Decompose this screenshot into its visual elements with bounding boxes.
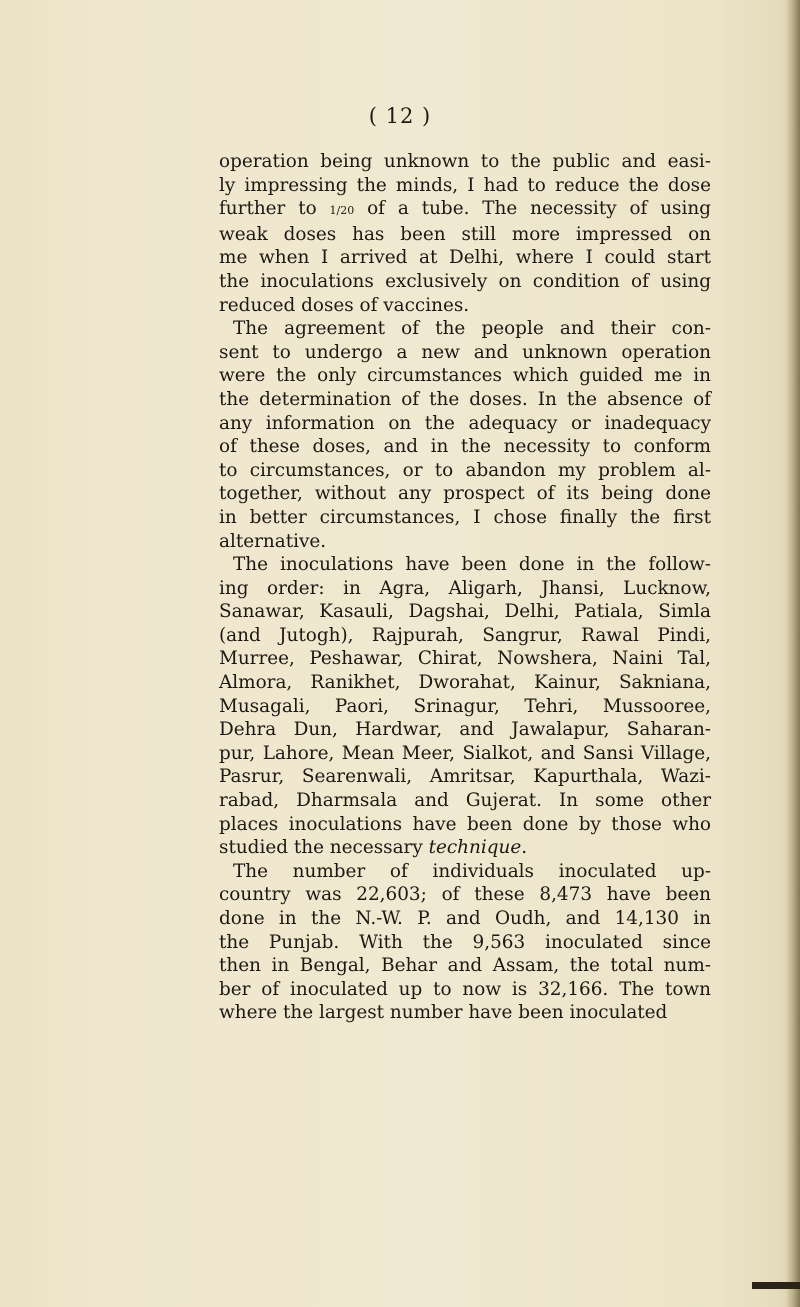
text-line: The agreement of the people and their con- xyxy=(233,318,711,340)
text-line: ly impressing the minds, I had to reduce the dose xyxy=(219,174,711,196)
text-line: Musagali, Paori, Srinagur, Tehri, Mussooree, xyxy=(219,695,711,717)
fraction: 1/20 xyxy=(329,204,355,218)
text-line: (and Jutogh), Rajpurah, Sangrur, Rawal Pindi, xyxy=(219,624,711,646)
page-number: ( 12 ) xyxy=(368,104,432,128)
text-line: pur, Lahore, Mean Meer, Sialkot, and Sansi Village, xyxy=(219,742,711,764)
text-line: the inoculations exclusively on condition of using xyxy=(219,270,711,292)
text-line: places inoculations have been done by those who xyxy=(219,813,711,835)
text-line: any information on the adequacy or inadequacy xyxy=(219,412,711,434)
text-line: then in Bengal, Behar and Assam, the total num- xyxy=(219,955,711,977)
text-line: to circumstances, or to abandon my problem al- xyxy=(219,459,711,481)
text-line: reduced doses of vaccines. xyxy=(219,294,470,316)
text-line: Murree, Peshawar, Chirat, Nowshera, Naini Tal, xyxy=(219,648,711,670)
text-line: The number of individuals inoculated up- xyxy=(233,860,711,882)
italic-term: technique xyxy=(428,837,522,859)
text-line: ing order: in Agra, Aligarh, Jhansi, Lucknow, xyxy=(219,577,711,599)
text-line: the determination of the doses. In the absence of xyxy=(219,388,711,410)
text-line: The inoculations have been done in the follow- xyxy=(233,554,711,576)
line-segment: studied the necessary xyxy=(219,837,429,859)
text-line: country was 22,603; of these 8,473 have been xyxy=(219,884,711,906)
text-line: sent to undergo a new and unknown operation xyxy=(219,341,711,363)
text-line: where the largest number have been inoculated xyxy=(219,1002,668,1024)
text-line: Almora, Ranikhet, Dworahat, Kainur, Sakniana, xyxy=(219,672,711,694)
text-line: weak doses has been still more impressed on xyxy=(219,223,711,245)
page-edge-shadow xyxy=(786,0,800,1307)
text-line: were the only circumstances which guided me in xyxy=(219,365,711,387)
text-line: of these doses, and in the necessity to conform xyxy=(219,436,711,458)
text-line: operation being unknown to the public and easi- xyxy=(219,151,711,172)
text-line: Pasrur, Searenwali, Amritsar, Kapurthala, Wazi- xyxy=(219,766,711,788)
text-line: ber of inoculated up to now is 32,166. The town xyxy=(219,978,711,1000)
corner-mark xyxy=(752,1282,800,1289)
text-line: Sanawar, Kasauli, Dagshai, Delhi, Patiala, Simla xyxy=(219,601,711,623)
text-line: alternative. xyxy=(219,530,327,552)
text-line: done in the N.-W. P. and Oudh, and 14,130 in xyxy=(219,908,711,929)
text-line: together, without any prospect of its being done xyxy=(219,483,711,505)
line-segment: further to xyxy=(219,198,330,220)
line-segment: . xyxy=(521,837,528,859)
text-line: Dehra Dun, Hardwar, and Jawalapur, Saharan- xyxy=(219,719,711,741)
body-text xyxy=(219,150,711,1025)
text-line: in better circumstances, I chose finally the first xyxy=(219,506,711,528)
text-line: the Punjab. With the 9,563 inoculated since xyxy=(219,931,711,953)
text-line: rabad, Dharmsala and Gujerat. In some other xyxy=(219,790,711,812)
text-line: me when I arrived at Delhi, where I could start xyxy=(219,247,711,269)
line-segment: of a tube. The necessity of using xyxy=(354,198,711,220)
text-line xyxy=(219,197,711,223)
text-line xyxy=(219,836,711,860)
